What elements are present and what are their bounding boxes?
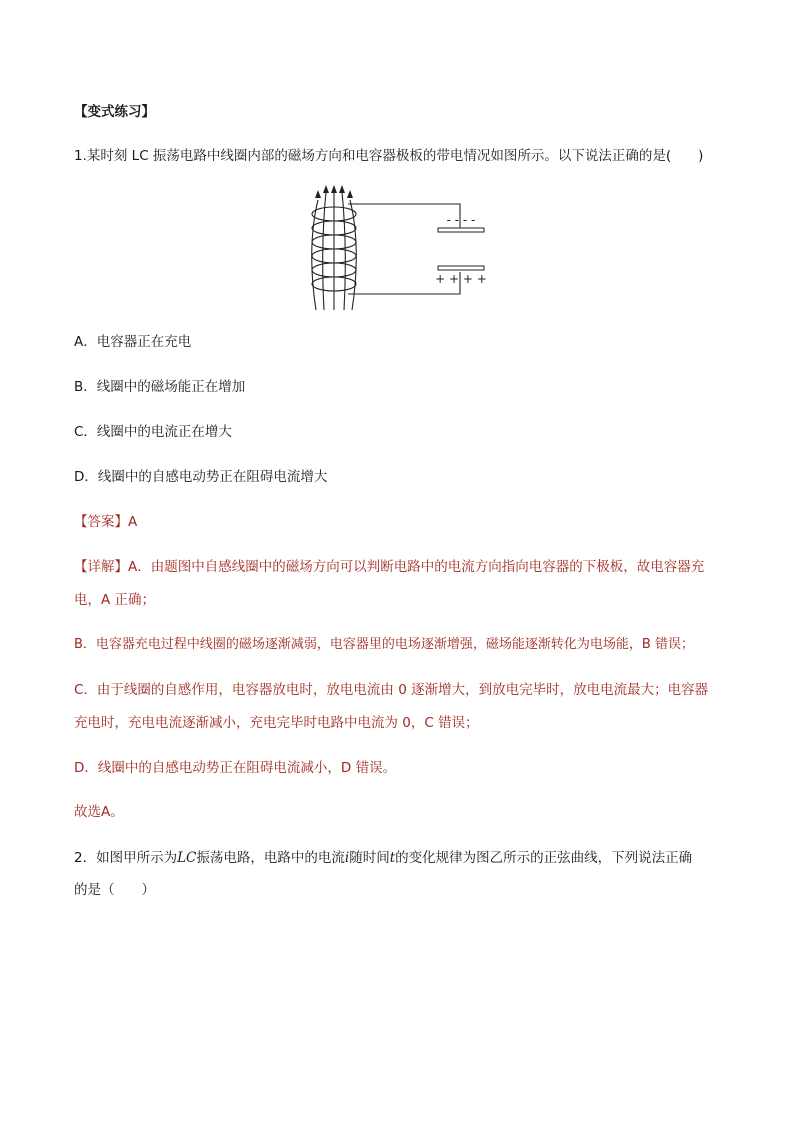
question-1-stem: 1.某时刻 LC 振荡电路中线圈内部的磁场方向和电容器极板的带电情况如图所示。以下说法正确的是( ) (74, 148, 704, 164)
option-b: B．线圈中的磁场能正在增加 (74, 379, 246, 395)
arrow-head (315, 190, 321, 198)
option-d: D．线圈中的自感电动势正在阻碍电流增大 (74, 469, 328, 485)
detail-line-5: 充电时，充电电流逐渐减小，充电完毕时电路中电流为 0，C 错误； (74, 715, 479, 731)
arrow-head (331, 185, 337, 193)
field-line (342, 192, 345, 310)
lc-circuit-figure (296, 182, 492, 312)
top-wire (348, 204, 460, 228)
conclusion: 故选A。 (74, 804, 124, 820)
top-plate-charges: - - - - (446, 213, 476, 227)
arrow-head (339, 185, 345, 193)
capacitor-bottom-plate (438, 266, 484, 270)
bottom-plate-charges: + + + + (435, 272, 487, 286)
q2-i: i (344, 850, 350, 866)
answer-label: 【答案】 (74, 514, 128, 530)
q2-part3: 随时间 (349, 850, 390, 866)
arrow-head (347, 190, 353, 198)
detail-line-1 (74, 557, 704, 577)
detail-line-4: C．由于线圈的自感作用，电容器放电时，放电电流由 0 逐渐增大，到放电完毕时，放电电流最大；电容器 (74, 682, 709, 698)
q2-part2: 振荡电路，电路中的电流 (196, 850, 345, 866)
option-a: A．电容器正在充电 (74, 334, 192, 350)
q2-part4: 的变化规律为图乙所示的正弦曲线，下列说法正确 (395, 850, 693, 866)
answer-line (74, 512, 137, 532)
q2-part1: 2．如图甲所示为 (74, 850, 178, 866)
option-c: C．线圈中的电流正在增大 (74, 424, 232, 440)
q2-t: t (389, 850, 396, 866)
detail-line-3: B．电容器充电过程中线圈的磁场逐渐减弱，电容器里的电场逐渐增强，磁场能逐渐转化为电场能，B 错误； (74, 637, 694, 652)
capacitor-top-plate (438, 228, 484, 232)
detail-line-6: D．线圈中的自感电动势正在阻碍电流减小，D 错误。 (74, 760, 397, 776)
field-line (323, 192, 326, 310)
q2-lc: LC (177, 850, 197, 866)
question-2-stem-line-1 (74, 848, 692, 868)
detail-text: A．由题图中自感线圈中的磁场方向可以判断电路中的电流方向指向电容器的下极板，故电容器充 (128, 559, 705, 575)
arrow-head (323, 185, 329, 193)
detail-label: 【详解】 (74, 559, 128, 575)
section-title: 【变式练习】 (74, 104, 155, 120)
question-2-stem-line-2: 的是（ ） (74, 882, 155, 898)
answer-value: A (128, 514, 138, 530)
detail-line-2: 电，A 正确； (74, 592, 156, 608)
